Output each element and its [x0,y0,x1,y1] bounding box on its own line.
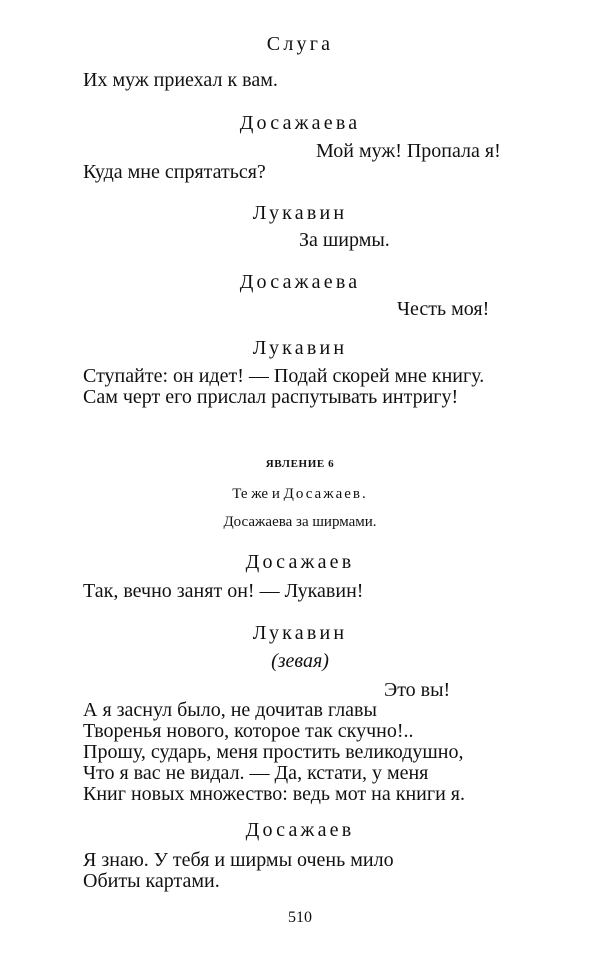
dialogue-line: Прошу, сударь, меня простить великодушно, [83,741,464,763]
dialogue-line: Сам черт его прислал распутывать интригу! [83,386,459,408]
dialogue-line: Их муж приехал к вам. [83,69,278,91]
dialogue-line: Творенья нового, которое так скучно!.. [83,720,414,742]
dialogue-line: Это вы! [384,679,451,701]
dialogue-line: Обиты картами. [83,870,220,892]
speaker-name: Слуга [266,33,334,55]
dialogue-line: Куда мне спрятаться? [83,161,266,183]
dialogue-line: Честь моя! [397,298,490,320]
scene-heading: ЯВЛЕНИЕ 6 [265,458,335,470]
stage-direction: (зевая) [271,650,329,672]
speaker-name: Лукавин [252,337,348,359]
stage-direction: Досажаева за ширмами. [223,514,377,530]
scene-persons-name: Досажаев. [283,486,368,502]
scene-persons [0,484,600,504]
dialogue-line: Книг новых множество: ведь мот на книги я. [83,783,465,805]
dialogue-line: Так, вечно занят он! — Лукавин! [83,580,364,602]
speaker-name: Лукавин [252,622,348,644]
speaker-name: Досажаев [245,819,355,841]
dialogue-line: За ширмы. [299,229,390,251]
scene-persons-prefix: Те же и [232,486,284,502]
dialogue-line: Ступайте: он идет! — Подай скорей мне книгу. [83,365,485,387]
dialogue-line: Мой муж! Пропала я! [316,140,501,162]
dialogue-line: Что я вас не видал. — Да, кстати, у меня [83,762,429,784]
speaker-name: Досажаев [245,551,355,573]
speaker-name: Лукавин [252,202,348,224]
speaker-name: Досажаева [239,112,361,134]
dialogue-line: Я знаю. У тебя и ширмы очень мило [83,849,394,871]
page-number: 510 [288,909,312,926]
dialogue-line: А я заснул было, не дочитав главы [83,699,377,721]
speaker-name: Досажаева [239,271,361,293]
